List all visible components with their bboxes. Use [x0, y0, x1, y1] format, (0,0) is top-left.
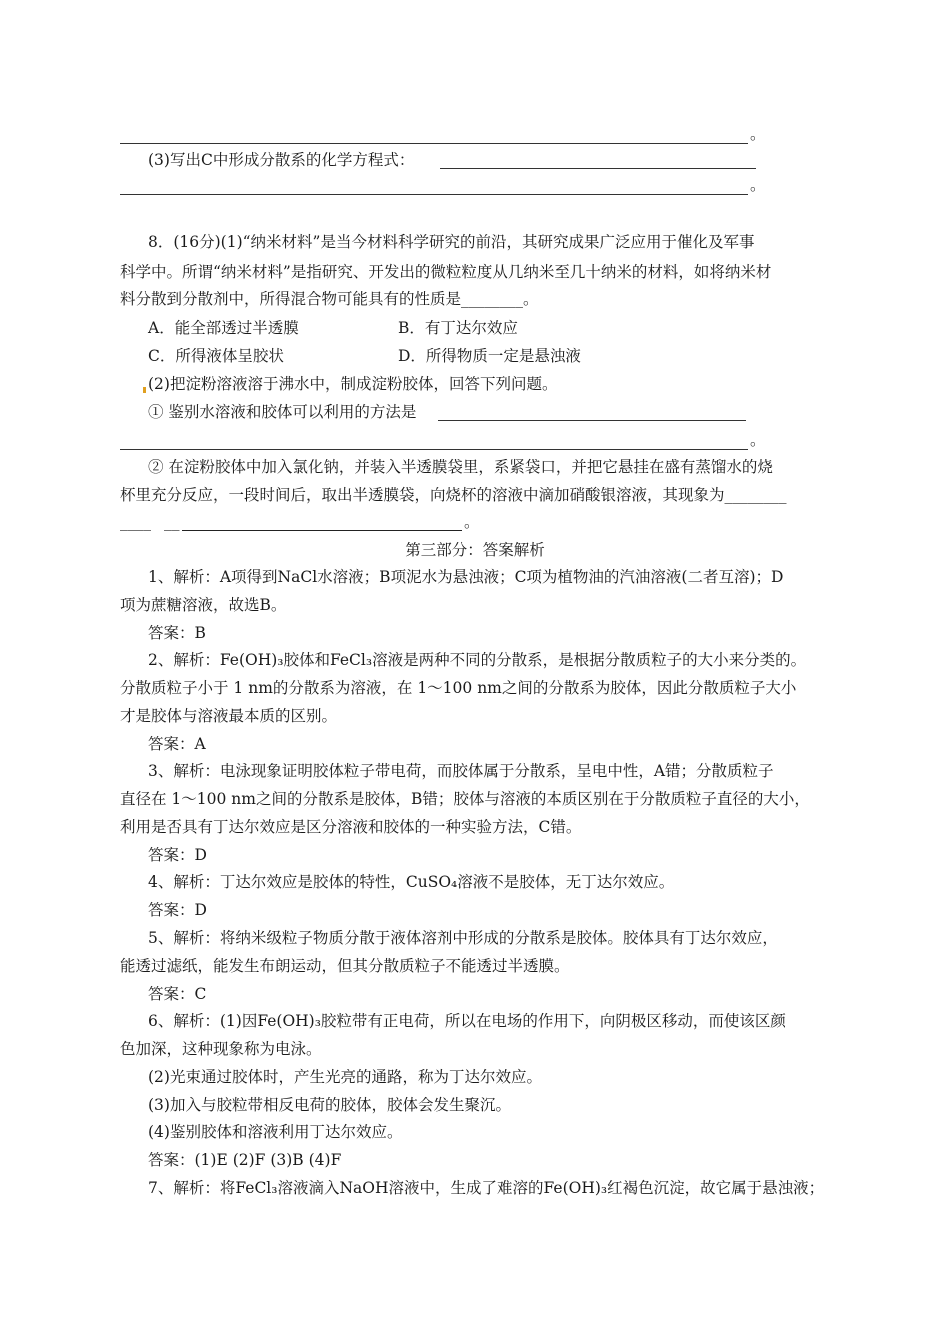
answer-2-line: 才是胶体与溶液最本质的区别。: [120, 707, 338, 725]
answer-3-key: 答案：D: [148, 846, 207, 864]
answer-blank-line: [440, 168, 756, 169]
answer-blank-line: [182, 530, 462, 531]
sub-question-2-line: ② 在淀粉胶体中加入氯化钠，并装入半透膜袋里，系紧袋口，并把它悬挂在盛有蒸馏水的烧: [148, 458, 773, 476]
answer-2-line: 分散质粒子小于 1 nm的分散系为溶液，在 1～100 nm之间的分散系为胶体，因此分散质粒子大小: [120, 679, 797, 697]
option-a: A．能全部透过半透膜: [148, 319, 299, 337]
question-8-line: 料分散到分散剂中，所得混合物可能具有的性质是________。: [120, 290, 539, 308]
option-b: B．有丁达尔效应: [398, 319, 518, 337]
answer-5-key: 答案：C: [148, 985, 207, 1003]
answer-3-line: 3、解析：电泳现象证明胶体粒子带电荷，而胶体属于分散系，呈电中性，A错；分散质粒子: [148, 762, 774, 780]
answer-blank-line: [120, 194, 748, 195]
answer-5-line: 5、解析：将纳米级粒子物质分散于液体溶剂中形成的分散系是胶体。胶体具有丁达尔效应，: [148, 929, 778, 947]
answer-blank-line: [438, 420, 746, 421]
period: 。: [750, 431, 766, 449]
answer-4-line: 4、解析：丁达尔效应是胶体的特性，CuSO₄溶液不是胶体，无丁达尔效应。: [148, 873, 675, 891]
answer-blank-line: [120, 449, 748, 450]
question-8-line: 科学中。所谓“纳米材料”是指研究、开发出的微粒粒度从几纳米至几十纳米的材料，如将纳米材: [120, 263, 772, 281]
answer-6-line: (2)光束通过胶体时，产生光亮的通路，称为丁达尔效应。: [148, 1068, 542, 1086]
sub-question-2-blank: __: [164, 513, 180, 531]
sub-question-2-blank: ____: [120, 513, 151, 531]
section-heading: 第三部分：答案解析: [405, 541, 545, 559]
answer-4-key: 答案：D: [148, 901, 207, 919]
sub-question-1: ① 鉴别水溶液和胶体可以利用的方法是: [148, 403, 417, 421]
answer-6-line: (4)鉴别胶体和溶液利用丁达尔效应。: [148, 1123, 403, 1141]
question-8-line: 8．(16分)(1)“纳米材料”是当今材料科学研究的前沿，其研究成果广泛应用于催化及军事: [148, 233, 755, 251]
margin-marker: [143, 387, 146, 393]
answer-3-line: 直径在 1～100 nm之间的分散系是胶体，B错；胶体与溶液的本质区别在于分散质粒子直径的大小，: [120, 790, 810, 808]
period: 。: [750, 176, 766, 194]
answer-5-line: 能透过滤纸，能发生布朗运动，但其分散质粒子不能透过半透膜。: [120, 957, 570, 975]
answer-2-key: 答案：A: [148, 735, 206, 753]
answer-2-line: 2、解析：Fe(OH)₃胶体和FeCl₃溶液是两种不同的分散系，是根据分散质粒子的大小来分类的。: [148, 651, 807, 669]
answer-1-key: 答案：B: [148, 624, 206, 642]
question-8-part-2: (2)把淀粉溶液溶于沸水中，制成淀粉胶体，回答下列问题。: [148, 375, 558, 393]
period: 。: [464, 513, 480, 531]
answer-1-line: 项为蔗糖溶液，故选B。: [120, 596, 287, 614]
option-c: C．所得液体呈胶状: [148, 347, 284, 365]
option-d: D．所得物质一定是悬浊液: [398, 347, 581, 365]
question-7-part-3: (3)写出C中形成分散系的化学方程式：: [148, 151, 415, 169]
answer-blank-line: [120, 143, 748, 144]
answer-7-line: 7、解析：将FeCl₃溶液滴入NaOH溶液中，生成了难溶的Fe(OH)₃红褐色沉淀，故它属于悬浊液；: [148, 1179, 825, 1197]
answer-6-line: 6、解析：(1)因Fe(OH)₃胶粒带有正电荷，所以在电场的作用下，向阴极区移动，而使该区颜: [148, 1012, 786, 1030]
answer-1-line: 1、解析：A项得到NaCl水溶液；B项泥水为悬浊液；C项为植物油的汽油溶液(二者互溶)；D: [148, 568, 784, 586]
answer-6-line: 色加深，这种现象称为电泳。: [120, 1040, 322, 1058]
answer-3-line: 利用是否具有丁达尔效应是区分溶液和胶体的一种实验方法，C错。: [120, 818, 582, 836]
sub-question-2-line: 杯里充分反应，一段时间后，取出半透膜袋，向烧杯的溶液中滴加硝酸银溶液，其现象为________: [120, 486, 787, 504]
answer-6-line: (3)加入与胶粒带相反电荷的胶体，胶体会发生聚沉。: [148, 1096, 511, 1114]
period: 。: [750, 125, 766, 143]
answer-6-key: 答案：(1)E (2)F (3)B (4)F: [148, 1151, 342, 1169]
